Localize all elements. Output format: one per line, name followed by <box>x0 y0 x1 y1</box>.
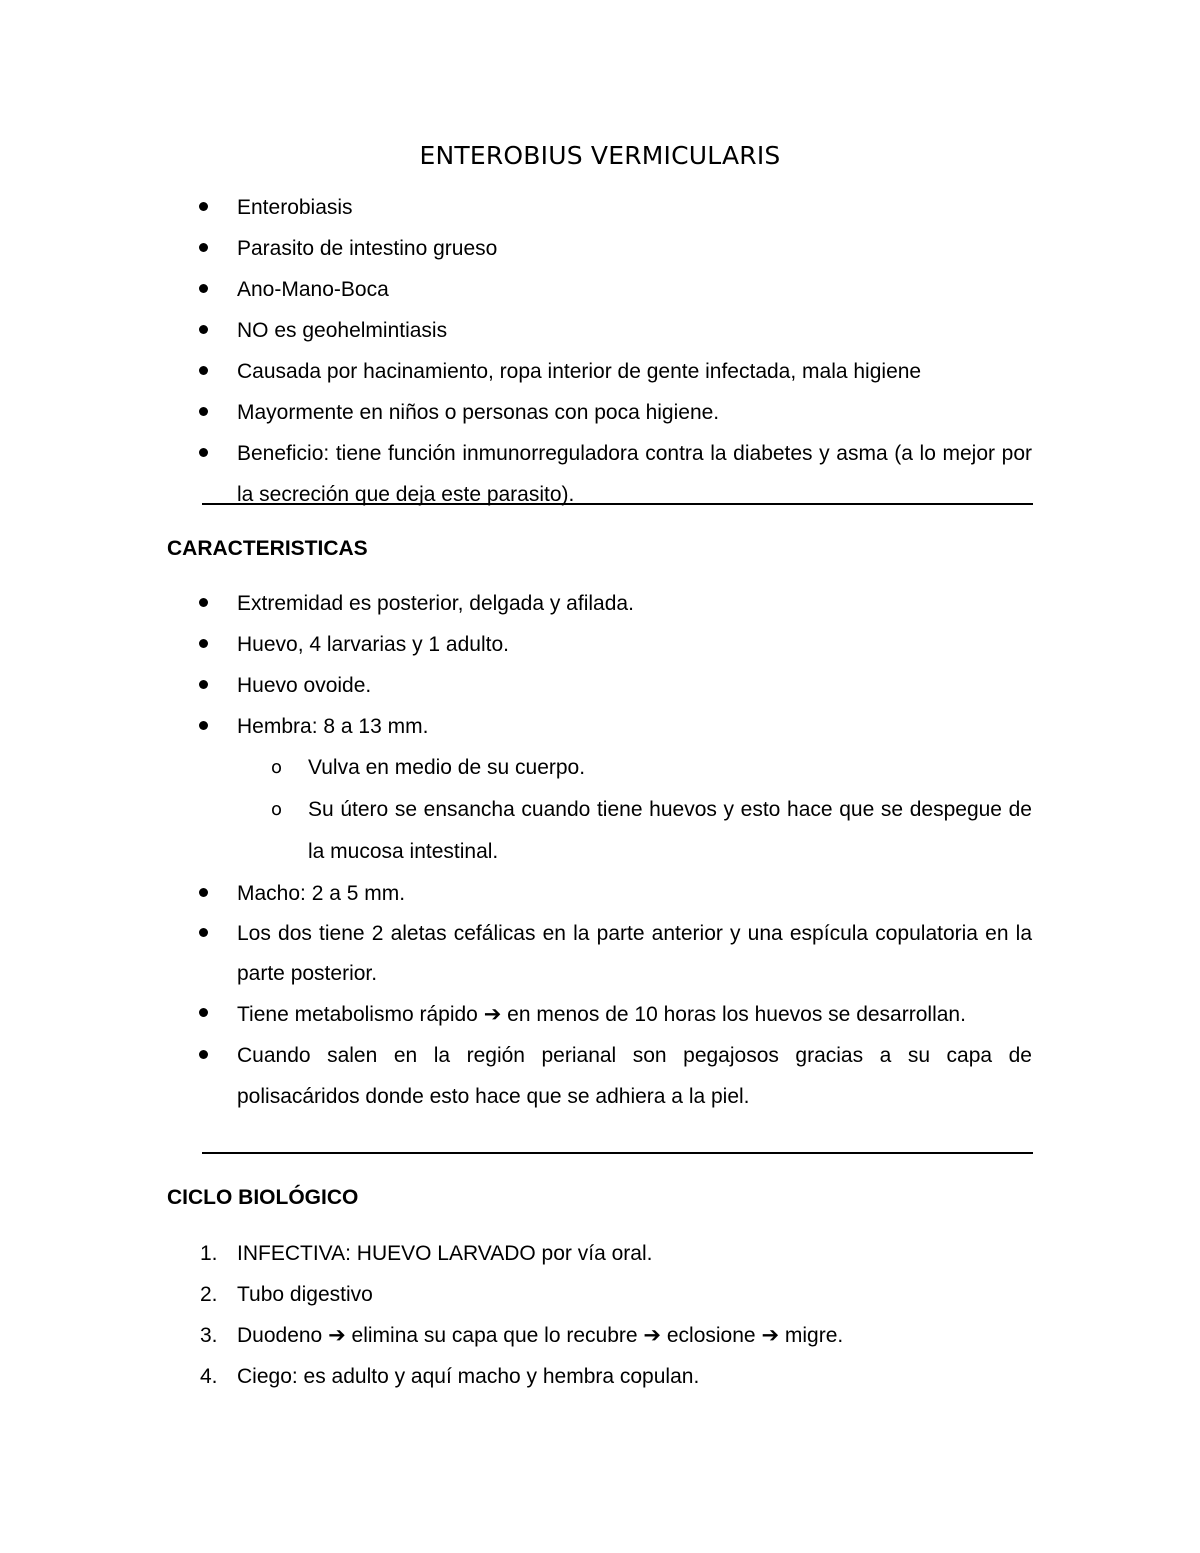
bullet-icon <box>199 228 213 269</box>
section-heading-ciclo: CICLO BIOLÓGICO <box>167 1186 359 1209</box>
list-number: 1. <box>200 1242 218 1265</box>
list-item: 4. Ciego: es adulto y aquí macho y hembra copulan. <box>0 1356 1032 1397</box>
sub-bullet-icon: o <box>271 757 283 778</box>
list-item: Parasito de intestino grueso <box>0 228 1032 269</box>
list-item: Hembra: 8 a 13 mm. <box>0 706 1032 747</box>
bullet-icon <box>199 187 213 228</box>
document-title: ENTEROBIUS VERMICULARIS <box>419 141 781 170</box>
ciclo-list <box>0 1233 1200 1397</box>
section-divider <box>202 503 1033 505</box>
bullet-icon <box>199 706 213 747</box>
list-item: Extremidad es posterior, delgada y afilada. <box>0 583 1032 624</box>
list-item: Los dos tiene 2 aletas cefálicas en la parte anterior y una espícula copulatoria en la parte posterior. <box>0 914 1032 994</box>
list-item: 1. INFECTIVA: HUEVO LARVADO por vía oral. <box>0 1233 1032 1274</box>
list-item: Huevo, 4 larvarias y 1 adulto. <box>0 624 1032 665</box>
list-item: Huevo ovoide. <box>0 665 1032 706</box>
section-divider <box>202 1152 1033 1154</box>
sub-list-item: o Vulva en medio de su cuerpo. <box>0 747 1032 789</box>
list-item: Tiene metabolismo rápido ➔ en menos de 10 horas los huevos se desarrollan. <box>0 994 1032 1035</box>
bullet-icon <box>199 392 213 433</box>
bullet-icon <box>199 433 213 474</box>
list-number: 4. <box>200 1365 218 1388</box>
list-item: 2. Tubo digestivo <box>0 1274 1032 1315</box>
list-item: Macho: 2 a 5 mm. <box>0 873 1032 914</box>
bullet-icon <box>199 624 213 665</box>
bullet-icon <box>199 914 213 954</box>
list-number: 3. <box>200 1324 218 1347</box>
bullet-icon <box>199 351 213 392</box>
list-item: Beneficio: tiene función inmunorreguladora contra la diabetes y asma (a lo mejor por la secreción que deja este parasito). <box>0 433 1032 515</box>
caracteristicas-list <box>0 583 1200 1117</box>
bullet-icon <box>199 994 213 1034</box>
bullet-icon <box>199 665 213 706</box>
list-item: Ano-Mano-Boca <box>0 269 1032 310</box>
intro-list <box>0 187 1200 515</box>
section-heading-caracteristicas: CARACTERISTICAS <box>167 537 368 560</box>
arrow-right-icon: ➔ <box>483 1002 502 1026</box>
bullet-icon <box>199 310 213 351</box>
sub-bullet-icon: o <box>271 799 283 820</box>
bullet-icon <box>199 583 213 624</box>
arrow-right-icon: ➔ <box>761 1323 780 1347</box>
list-number: 2. <box>200 1283 218 1306</box>
bullet-icon <box>199 873 213 914</box>
arrow-right-icon: ➔ <box>643 1323 662 1347</box>
arrow-right-icon: ➔ <box>328 1323 346 1347</box>
bullet-icon <box>199 1035 213 1076</box>
sub-list-item: o Su útero se ensancha cuando tiene huevos y esto hace que se despegue de la mucosa intestinal. <box>0 789 1032 873</box>
list-item: 3. Duodeno ➔ elimina su capa que lo recubre ➔ eclosione ➔ migre. <box>0 1315 1032 1356</box>
bullet-icon <box>199 269 213 310</box>
list-item: Causada por hacinamiento, ropa interior de gente infectada, mala higiene <box>0 351 1032 392</box>
list-item: NO es geohelmintiasis <box>0 310 1032 351</box>
list-item: Cuando salen en la región perianal son pegajosos gracias a su capa de polisacáridos donde esto hace que se adhiera a la piel. <box>0 1035 1032 1117</box>
list-item: Mayormente en niños o personas con poca higiene. <box>0 392 1032 433</box>
list-item: Enterobiasis <box>0 187 1032 228</box>
